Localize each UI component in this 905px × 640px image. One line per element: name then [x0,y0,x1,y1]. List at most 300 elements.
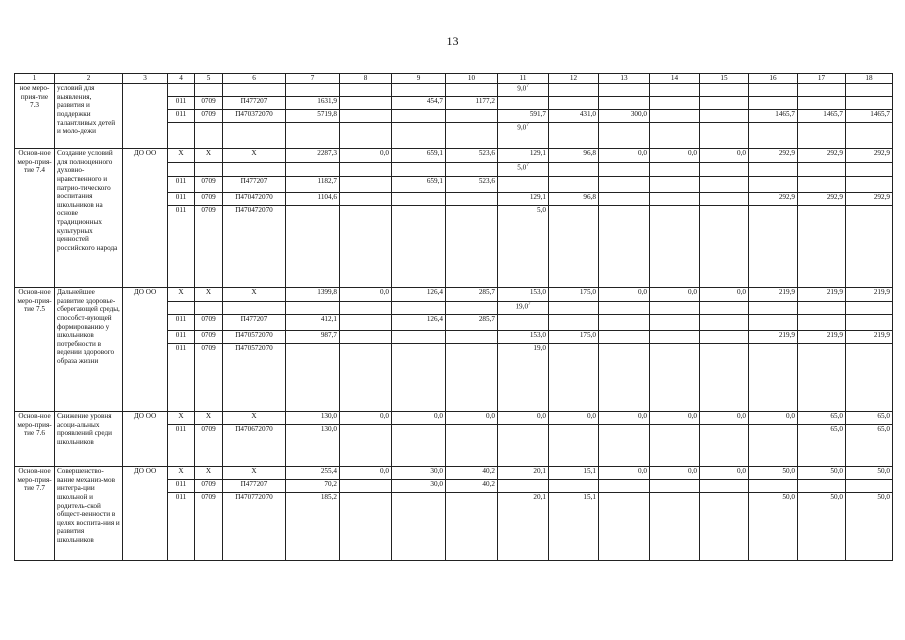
table-cell [798,480,846,493]
table-cell [599,467,650,480]
table-cell [168,193,195,206]
cell-value: 50,0 [782,493,795,501]
table-cell [749,480,798,493]
table-cell [846,493,893,561]
table-cell [392,425,446,467]
table-cell [749,288,798,302]
table-cell [650,123,700,149]
table-cell [498,84,549,97]
table-cell [749,110,798,123]
header-cell: 14 [650,74,700,84]
cell-value: 0709 [201,493,216,501]
table-cell [599,425,650,467]
cell-value: 0709 [201,331,216,339]
header-cell: 8 [340,74,392,84]
cell-value: 011 [175,344,187,352]
table-cell [700,123,749,149]
cell-value: 011 [175,331,187,339]
table-cell [798,302,846,315]
table-cell [700,467,749,480]
cell-value: 659,1 [426,177,443,185]
cell-value: 292,9 [826,193,843,201]
table-row [15,149,893,163]
cell-value: 292,9 [826,149,843,157]
table-cell [650,97,700,110]
header-cell: 12 [549,74,599,84]
cell-value: 292,9 [778,149,795,157]
table-cell [498,177,549,193]
table-cell [392,97,446,110]
table-cell [195,493,223,561]
table-cell [700,425,749,467]
table-cell [168,412,195,425]
table-cell [195,425,223,467]
cell-value: 50,0 [782,467,795,475]
table-cell [549,84,599,97]
table-cell [446,467,498,480]
table-cell [195,84,223,97]
cell-value: Х [251,412,257,420]
table-cell [549,302,599,315]
table-cell [340,302,392,315]
cell-value: 9,0 [517,84,527,93]
table-cell [650,302,700,315]
table-cell [498,315,549,331]
cell-value: 0,0 [688,149,697,157]
table-cell [446,97,498,110]
cell-value: 1104,6 [317,193,337,201]
table-cell [446,123,498,149]
table-cell [549,97,599,110]
table-cell [846,206,893,288]
cell-value: 0,0 [638,467,647,475]
cell-value: 0709 [201,206,216,214]
cell-value: 0709 [201,425,216,433]
table-cell [340,149,392,163]
table-cell [498,288,549,302]
table-cell [446,425,498,467]
cell-value: 0709 [201,480,216,488]
cell-value: 1177,2 [475,97,495,105]
cell-value: 0,0 [688,412,697,420]
table-cell [549,206,599,288]
activity-description: Дальнейшее развитие здоровье-сберегающей среды, способст-вующей формированию у школьников потребности в ведении здорового образа жизни [55,288,123,412]
header-cell: 18 [846,74,893,84]
cell-value: 591,7 [529,110,546,118]
cell-value: 50,0 [877,467,890,475]
cell-value: 65,0 [877,425,890,433]
page-number: 13 [446,34,459,48]
cell-value: 0,0 [737,412,746,420]
table-cell [223,302,286,315]
table-row [15,467,893,480]
table-cell [223,193,286,206]
table-cell [392,177,446,193]
cell-value: 523,6 [478,177,495,185]
cell-value: 0,0 [638,149,647,157]
table-cell [340,206,392,288]
table-cell [599,288,650,302]
table-cell [286,344,340,412]
table-cell [286,412,340,425]
table-cell [168,97,195,110]
table-cell [168,206,195,288]
table-cell [846,302,893,315]
table-cell [798,163,846,177]
executor-cell: ДО ОО [123,467,168,561]
table-cell [650,331,700,344]
cell-value: П477207 [240,315,268,323]
table-cell [446,177,498,193]
header-cell: 9 [392,74,446,84]
cell-value: Х [251,288,257,296]
table-cell [392,467,446,480]
table-cell [549,193,599,206]
activity-description: Создание условий для полноценного духовно-нравственного и патрио-тического воспитания школьников на основе традиционных культурных ценностей российского народа [55,149,123,288]
cell-value: 0,0 [688,467,697,475]
table-cell [286,425,340,467]
header-cell: 10 [446,74,498,84]
table-cell [392,110,446,123]
table-cell [392,163,446,177]
table-cell [749,425,798,467]
executor-cell: ДО ОО [123,288,168,412]
table-cell [223,344,286,412]
table-cell [223,493,286,561]
table-cell [340,480,392,493]
table-cell [498,163,549,177]
cell-value: 454,7 [426,97,443,105]
table-cell [599,97,650,110]
table-cell [549,412,599,425]
cell-value: 292,9 [873,149,890,157]
table-cell [749,302,798,315]
table-row [15,84,893,97]
table-cell [749,344,798,412]
header-cell: 11 [498,74,549,84]
table-cell [286,84,340,97]
table-cell [650,149,700,163]
table-cell [700,177,749,193]
table-cell [846,344,893,412]
table-cell [599,163,650,177]
cell-value: 5719,8 [317,110,337,118]
cell-value: 1399,8 [317,288,337,296]
cell-value: 0,0 [380,149,389,157]
table-cell [846,97,893,110]
cell-value: 523,6 [478,149,495,157]
cell-value: П477207 [240,177,268,185]
cell-value: 175,0 [579,331,596,339]
cell-value: 0709 [201,315,216,323]
table-cell [340,412,392,425]
activity-description: Снижение уровня асоци-альных проявлений среди школьников [55,412,123,467]
header-cell: 17 [798,74,846,84]
table-cell [223,149,286,163]
table-cell [223,84,286,97]
cell-value: 9,0 [517,123,527,132]
table-cell [498,493,549,561]
table-cell [700,97,749,110]
table-cell [650,412,700,425]
table-cell [340,163,392,177]
table-cell [498,302,549,315]
cell-value: 219,9 [826,331,843,339]
cell-value: 5,0 [517,163,527,172]
cell-value: П477207 [240,97,268,105]
table-cell [549,110,599,123]
table-cell [599,302,650,315]
cell-value: 2287,3 [317,149,337,157]
table-cell [798,412,846,425]
table-cell [749,84,798,97]
header-cell: 3 [123,74,168,84]
table-cell [223,480,286,493]
table-cell [798,331,846,344]
table-cell [599,177,650,193]
table-cell [195,123,223,149]
table-cell [446,149,498,163]
table-cell [700,84,749,97]
table-cell [599,206,650,288]
table-cell [650,288,700,302]
table-cell [549,288,599,302]
table-cell [223,331,286,344]
table-cell [168,480,195,493]
table-cell [498,331,549,344]
cell-value: 011 [175,315,187,323]
cell-value: 129,1 [529,149,546,157]
cell-value: 659,1 [426,149,443,157]
cell-value: 219,9 [826,288,843,296]
table-cell [286,177,340,193]
activity-label: Основ-ное меро-прия-тие 7.5 [15,288,55,412]
table-cell [392,331,446,344]
cell-value: Х [251,467,257,475]
cell-value: П470572070 [235,331,273,339]
cell-value: 285,7 [478,315,495,323]
table-cell [286,163,340,177]
table-cell [195,302,223,315]
table-cell [798,193,846,206]
cell-value: Х [251,149,257,157]
cell-value: 0,0 [638,288,647,296]
table-cell [340,493,392,561]
table-cell [599,344,650,412]
table-cell [223,288,286,302]
table-cell [749,206,798,288]
footnote-marker: 7 [526,123,529,128]
table-cell [340,467,392,480]
table-cell [798,344,846,412]
cell-value: 0,0 [537,412,546,420]
cell-value: 0,0 [380,288,389,296]
table-cell [650,315,700,331]
activity-label: Основ-ное меро-прия-тие 7.6 [15,412,55,467]
cell-value: 219,9 [778,288,795,296]
table-cell [798,84,846,97]
table-cell [286,193,340,206]
cell-value: 19,0 [533,344,546,352]
cell-value: 185,2 [320,493,337,501]
table-cell [549,331,599,344]
table-cell [340,177,392,193]
cell-value: 0709 [201,97,216,105]
cell-value: 219,9 [873,288,890,296]
table-cell [700,288,749,302]
table-cell [286,493,340,561]
table-cell [599,84,650,97]
cell-value: 153,0 [529,331,546,339]
cell-value: 70,2 [324,480,337,488]
header-row [15,74,893,84]
cell-value: 0,0 [737,149,746,157]
activity-description: Совершенство-вание механиз-мов интегра-ции школьной и родитель-ской общест-венности в целях воспита-ния и развития школьников [55,467,123,561]
cell-value: 20,1 [533,467,546,475]
table-cell [223,206,286,288]
cell-value: 1465,7 [775,110,795,118]
table-cell [599,110,650,123]
table-cell [549,467,599,480]
table-cell [846,288,893,302]
table-cell [700,206,749,288]
table-cell [599,412,650,425]
table-cell [195,480,223,493]
cell-value: П477207 [240,480,268,488]
cell-value: 153,0 [529,288,546,296]
table-cell [549,344,599,412]
table-cell [195,163,223,177]
table-cell [846,467,893,480]
table-cell [195,344,223,412]
table-cell [599,480,650,493]
header-cell: 1 [15,74,55,84]
executor-cell: ДО ОО [123,149,168,288]
table-cell [340,315,392,331]
header-cell: 4 [168,74,195,84]
table-cell [650,163,700,177]
cell-value: 126,4 [426,315,443,323]
table-cell [599,331,650,344]
table-cell [392,315,446,331]
table-cell [446,315,498,331]
header-cell: 16 [749,74,798,84]
table-cell [446,344,498,412]
cell-value: П470472070 [235,193,273,201]
table-cell [195,315,223,331]
table-cell [195,97,223,110]
table-cell [168,123,195,149]
table-cell [286,315,340,331]
table-cell [392,206,446,288]
table-cell [223,177,286,193]
table-cell [168,315,195,331]
table-cell [392,123,446,149]
table-cell [549,177,599,193]
table-cell [749,97,798,110]
table-cell [798,467,846,480]
table-cell [340,123,392,149]
cell-value: 1631,9 [317,97,337,105]
table-cell [846,149,893,163]
table-cell [168,425,195,467]
cell-value: 1182,7 [317,177,337,185]
table-cell [846,480,893,493]
table-cell [700,480,749,493]
table-cell [498,344,549,412]
cell-value: П470472070 [235,206,273,214]
table-cell [846,412,893,425]
cell-value: 011 [175,493,187,501]
cell-value: 19,0 [515,302,529,311]
table-cell [392,302,446,315]
table-cell [846,193,893,206]
activity-label: Основ-ное меро-прия-тие 7.7 [15,467,55,561]
table-cell [286,302,340,315]
table-cell [392,149,446,163]
table-cell [846,177,893,193]
table-cell [498,425,549,467]
table-cell [446,412,498,425]
cell-value: Х [178,288,184,296]
cell-value: 50,0 [830,493,843,501]
cell-value: 412,1 [320,315,337,323]
table-cell [168,493,195,561]
table-cell [846,163,893,177]
table-cell [846,331,893,344]
table-cell [446,480,498,493]
table-cell [798,123,846,149]
cell-value: П470572070 [235,344,273,352]
table-cell [446,331,498,344]
cell-value: 285,7 [478,288,495,296]
table-cell [195,193,223,206]
table-cell [749,331,798,344]
cell-value: 011 [175,480,187,488]
cell-value: 30,0 [430,467,443,475]
cell-value: Х [178,467,184,475]
cell-value: 126,4 [426,288,443,296]
table-cell [168,344,195,412]
table-cell [168,177,195,193]
table-cell [340,110,392,123]
table-cell [798,288,846,302]
cell-value: 0,0 [737,288,746,296]
cell-value: 130,0 [320,412,337,420]
table-cell [223,412,286,425]
cell-value: 15,1 [583,493,596,501]
table-cell [446,302,498,315]
table-cell [846,123,893,149]
header-cell: 13 [599,74,650,84]
table-cell [168,302,195,315]
table-row [15,288,893,302]
table-cell [286,149,340,163]
table-cell [650,480,700,493]
table-cell [340,425,392,467]
table-cell [340,97,392,110]
budget-table [14,73,893,561]
table-cell [340,344,392,412]
table-cell [195,206,223,288]
table-cell [549,425,599,467]
cell-value: 0709 [201,193,216,201]
table-cell [498,149,549,163]
table-cell [195,467,223,480]
table-cell [498,97,549,110]
table-cell [498,480,549,493]
table-row [15,412,893,425]
